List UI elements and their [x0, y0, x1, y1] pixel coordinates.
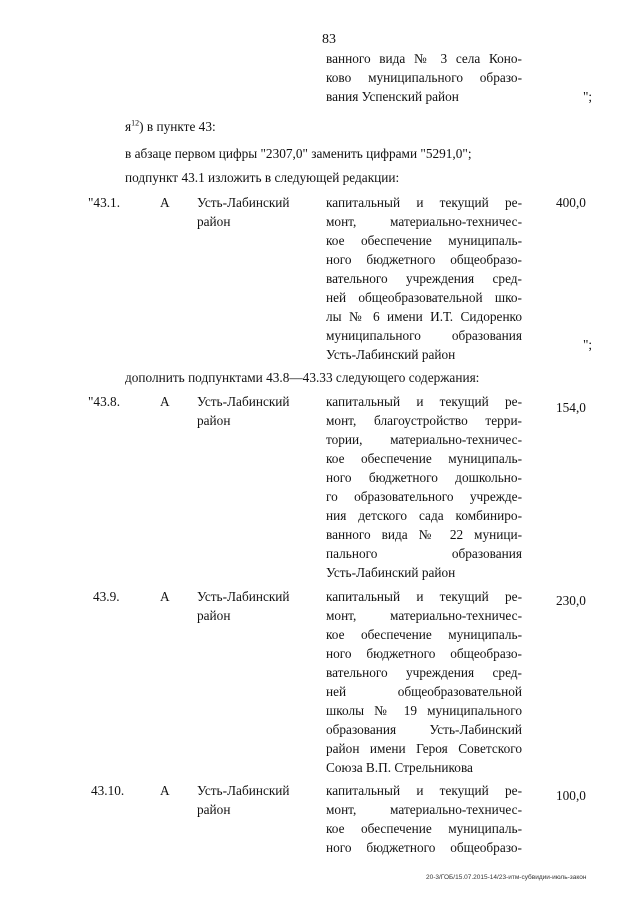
page-number: 83	[322, 32, 336, 47]
district-line: Усть-Лабинский	[197, 589, 290, 604]
row-amount: 400,0	[556, 195, 586, 210]
desc-line: Союза В.П. Стрельникова	[326, 760, 473, 775]
desc-line: монт, материально-техничес-	[326, 608, 522, 623]
close-quote: ";	[583, 337, 593, 352]
row-amount: 100,0	[556, 788, 586, 803]
row-amount: 154,0	[556, 400, 586, 415]
desc-line: ного бюджетного дошкольно-	[326, 470, 522, 485]
row-category: А	[160, 394, 170, 409]
desc-line: ного бюджетного общеобразо-	[326, 646, 522, 661]
desc-line: школы № 19 муниципального	[326, 703, 522, 718]
desc-line: тории, материально-техничес-	[326, 432, 522, 447]
top-block	[326, 49, 522, 106]
row-category: А	[160, 589, 170, 604]
footer-code: 20-3/ГОБ/15.07.2015-14/23-итм-субвидии-июль-закон	[426, 874, 587, 881]
row-category: А	[160, 783, 170, 798]
desc-line: образования Усть-Лабинский	[326, 722, 522, 737]
desc-line: вательного учреждения сред-	[326, 665, 522, 680]
desc-line: ванного вида № 22 муници-	[326, 527, 522, 542]
row-number: 43.9.	[93, 589, 120, 604]
row-district	[197, 781, 290, 819]
desc-line: район имени Героя Советского	[326, 741, 522, 756]
desc-line: кое обеспечение муниципаль-	[326, 451, 522, 466]
row-description	[326, 781, 522, 857]
top-line: ванного вида № 3 села Коно-	[326, 51, 522, 66]
desc-line: лы № 6 имени И.Т. Сидоренко	[326, 309, 522, 324]
row-district	[197, 392, 290, 430]
row-description	[326, 587, 522, 777]
desc-line: капитальный и текущий ре-	[326, 589, 522, 604]
row-number: "43.1.	[88, 195, 121, 210]
desc-line: капитальный и текущий ре-	[326, 783, 522, 798]
paragraph-ya	[125, 117, 216, 136]
para-ya-prefix: я	[125, 119, 132, 134]
district-line: район	[197, 214, 231, 229]
row-district	[197, 587, 290, 625]
paragraph-dopolnit: дополнить подпунктами 43.8—43.33 следующего содержания:	[125, 370, 480, 385]
desc-line: кое обеспечение муниципаль-	[326, 821, 522, 836]
row-number: "43.8.	[88, 394, 121, 409]
desc-line: ней общеобразовательной шко-	[326, 290, 522, 305]
desc-line: Усть-Лабинский район	[326, 347, 456, 362]
district-line: район	[197, 608, 231, 623]
desc-line: пального образования	[326, 546, 522, 561]
desc-line: монт, материально-техничес-	[326, 802, 522, 817]
paragraph-abzac: в абзаце первом цифры "2307,0" заменить цифрами "5291,0";	[125, 146, 472, 161]
desc-line: монт, материально-техничес-	[326, 214, 522, 229]
desc-line: ней общеобразовательной	[326, 684, 522, 699]
para-ya-suffix: ) в пункте 43:	[139, 119, 216, 134]
row-number: 43.10.	[91, 783, 125, 798]
desc-line: монт, благоустройство терри-	[326, 413, 522, 428]
district-line: Усть-Лабинский	[197, 195, 290, 210]
desc-line: капитальный и текущий ре-	[326, 195, 522, 210]
desc-line: вательного учреждения сред-	[326, 271, 522, 286]
row-description	[326, 392, 522, 582]
desc-line: ния детского сада комбиниро-	[326, 508, 522, 523]
row-description	[326, 193, 522, 364]
desc-line: ного бюджетного общеобразо-	[326, 840, 522, 855]
district-line: Усть-Лабинский	[197, 394, 290, 409]
desc-line: кое обеспечение муниципаль-	[326, 233, 522, 248]
desc-line: капитальный и текущий ре-	[326, 394, 522, 409]
desc-line: муниципального образования	[326, 328, 522, 343]
paragraph-podpunkt: подпункт 43.1 изложить в следующей редакции:	[125, 170, 400, 185]
row-category: А	[160, 195, 170, 210]
district-line: район	[197, 802, 231, 817]
desc-line: кое обеспечение муниципаль-	[326, 627, 522, 642]
desc-line: го образовательного учрежде-	[326, 489, 522, 504]
desc-line: ного бюджетного общеобразо-	[326, 252, 522, 267]
district-line: Усть-Лабинский	[197, 783, 290, 798]
desc-line: Усть-Лабинский район	[326, 565, 456, 580]
top-line: вания Успенский район	[326, 89, 459, 104]
district-line: район	[197, 413, 231, 428]
close-quote: ";	[583, 89, 593, 104]
para-ya-sup: 12	[131, 118, 140, 128]
row-district	[197, 193, 290, 231]
row-amount: 230,0	[556, 593, 586, 608]
top-line: ково муниципального образо-	[326, 70, 522, 85]
